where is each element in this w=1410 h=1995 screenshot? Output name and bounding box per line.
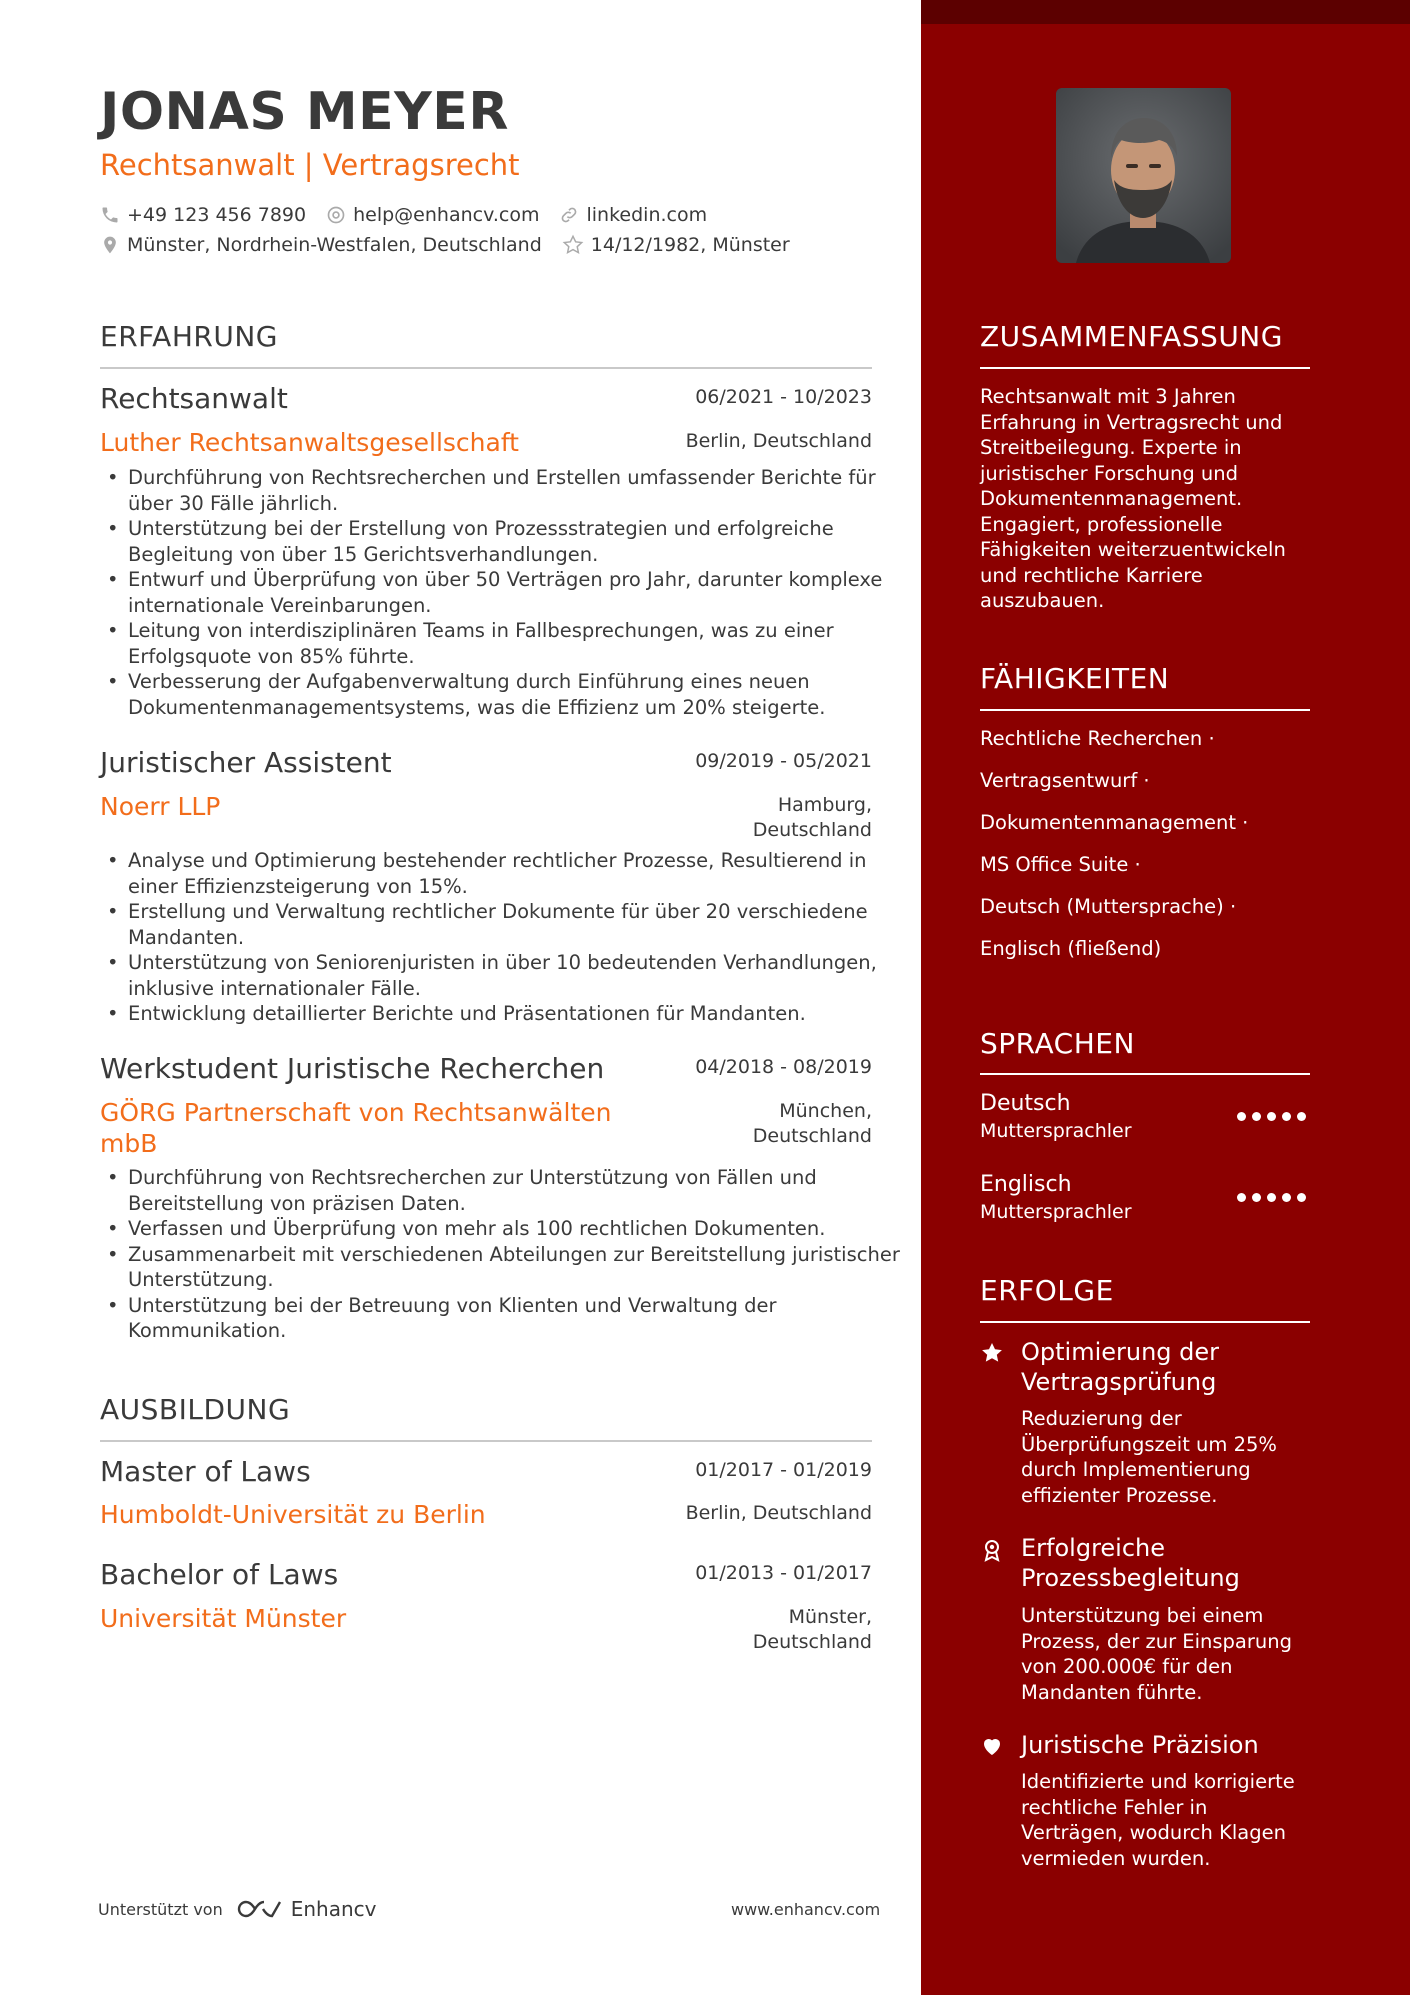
- rating-dot: [1297, 1112, 1306, 1121]
- list-item: • Analyse und Optimierung bestehender rechtlicher Prozesse, Resultierend in einer Effizienzsteigerung von 15%.: [128, 848, 900, 899]
- list-item: • Entwicklung detaillierter Berichte und Präsentationen für Mandanten.: [128, 1001, 900, 1027]
- star-icon: [980, 1341, 1004, 1365]
- phone-icon: [100, 205, 120, 225]
- candidate-name: JONAS MEYER: [100, 82, 509, 142]
- edu-1-degree: Master of Laws: [100, 1455, 311, 1488]
- job-1-company: Luther Rechtsanwaltsgesellschaft: [100, 428, 519, 457]
- enhancv-logo-icon: [235, 1897, 283, 1921]
- list-item: • Unterstützung von Seniorenjuristen in über 10 bedeutenden Verhandlungen, inklusive internationaler Fälle.: [128, 950, 900, 1001]
- job-2-company: Noerr LLP: [100, 792, 221, 821]
- edu-2-school: Universität Münster: [100, 1604, 347, 1633]
- location: Münster, Nordrhein-Westfalen, Deutschland: [100, 234, 542, 256]
- language-2-name: Englisch: [980, 1172, 1072, 1197]
- achievement-1-desc: Reduzierung der Überprüfungszeit um 25% durch Implementierung effizienter Prozesse.: [1021, 1407, 1277, 1507]
- summary-text: Rechtsanwalt mit 3 Jahren Erfahrung in Vertragsrecht und Streitbeilegung. Experte in juristischer Forschung und Dokumentenmanagement. Engagiert, professionelle Fähigkeiten weiterzuentwickeln und rechtliche Karriere auszubauen.: [980, 385, 1286, 612]
- job-2-dates: 09/2019 - 05/2021: [695, 750, 872, 772]
- skill-item: Vertragsentwurf ·: [980, 769, 1150, 792]
- rating-dot: [1267, 1112, 1276, 1121]
- experience-heading: ERFAHRUNG: [100, 320, 278, 353]
- list-item: • Unterstützung bei der Betreuung von Klienten und Verwaltung der Kommunikation.: [128, 1293, 900, 1344]
- job-2-role: Juristischer Assistent: [100, 746, 392, 779]
- education-heading: AUSBILDUNG: [100, 1393, 291, 1426]
- footer-branding: [98, 1897, 377, 1921]
- job-3-company: GÖRG Partnerschaft von Rechtsanwälten mbB: [100, 1098, 612, 1158]
- list-item: • Durchführung von Rechtsrecherchen und Erstellen umfassender Berichte für über 30 Fälle jährlich.: [128, 465, 900, 516]
- skills-heading: FÄHIGKEITEN: [980, 662, 1170, 695]
- edu-2-degree: Bachelor of Laws: [100, 1558, 339, 1591]
- sidebar-top-bar: [921, 0, 1410, 24]
- achievement-2-title: Erfolgreiche Prozessbegleitung: [1021, 1534, 1240, 1592]
- edu-2-location: Münster, Deutschland: [752, 1606, 872, 1653]
- achievement-1-title: Optimierung der Vertragsprüfung: [1021, 1338, 1220, 1396]
- rating-dot: [1252, 1193, 1261, 1202]
- language-2-rating: [1237, 1193, 1312, 1202]
- job-2-bullets: [100, 848, 900, 1027]
- edu-2-dates: 01/2013 - 01/2017: [695, 1562, 872, 1584]
- summary-divider: [980, 367, 1310, 369]
- rating-dot: [1252, 1112, 1261, 1121]
- achievements-heading: ERFOLGE: [980, 1274, 1114, 1307]
- edu-1-location: Berlin, Deutschland: [685, 1502, 872, 1524]
- powered-by-label: Unterstützt von: [98, 1899, 223, 1919]
- achievement-2-desc: Unterstützung bei einem Prozess, der zur Einsparung von 200.000€ für den Mandanten führte.: [1021, 1604, 1292, 1704]
- achievement-3-desc: Identifizierte und korrigierte rechtliche Fehler in Verträgen, wodurch Klagen vermieden wurden.: [1021, 1770, 1295, 1870]
- list-item: • Verfassen und Überprüfung von mehr als 100 rechtlichen Dokumenten.: [128, 1216, 900, 1242]
- sidebar: [921, 0, 1410, 1995]
- list-item: • Entwurf und Überprüfung von über 50 Verträgen pro Jahr, darunter komplexe internationale Vereinbarungen.: [128, 567, 900, 618]
- language-2-level: Muttersprachler: [980, 1201, 1132, 1223]
- rating-dot: [1297, 1193, 1306, 1202]
- birth-date: 14/12/1982, Münster: [562, 234, 790, 256]
- portrait-image: [1056, 88, 1231, 263]
- rating-dot: [1237, 1193, 1246, 1202]
- edu-1-dates: 01/2017 - 01/2019: [695, 1459, 872, 1481]
- language-1-level: Muttersprachler: [980, 1120, 1132, 1142]
- contact-row-1: [100, 204, 727, 226]
- achievement-3-title: Juristische Präzision: [1021, 1731, 1259, 1759]
- contact-row-2: [100, 234, 810, 256]
- list-item: • Leitung von interdisziplinären Teams in Fallbesprechungen, was zu einer Erfolgsquote von 85% führte.: [128, 618, 900, 669]
- job-1-role: Rechtsanwalt: [100, 382, 288, 415]
- rating-dot: [1237, 1112, 1246, 1121]
- rating-dot: [1267, 1193, 1276, 1202]
- enhancv-brand: Enhancv: [290, 1897, 377, 1921]
- at-icon: [326, 205, 346, 225]
- job-1-bullets: [100, 465, 900, 720]
- list-item: • Durchführung von Rechtsrecherchen zur Unterstützung von Fällen und Bereitstellung von präzisen Daten.: [128, 1165, 900, 1216]
- job-2-location: Hamburg, Deutschland: [752, 794, 872, 841]
- rating-dot: [1282, 1112, 1291, 1121]
- link-icon: [559, 205, 579, 225]
- job-3-bullets: [100, 1165, 900, 1344]
- rating-dot: [1282, 1193, 1291, 1202]
- phone: +49 123 456 7890: [100, 204, 306, 226]
- languages-heading: SPRACHEN: [980, 1027, 1135, 1060]
- location-pin-icon: [100, 235, 120, 255]
- education-divider: [100, 1440, 872, 1442]
- job-1-location: Berlin, Deutschland: [685, 430, 872, 452]
- footer-url[interactable]: www.enhancv.com: [731, 1900, 881, 1919]
- edu-1-school: Humboldt-Universität zu Berlin: [100, 1500, 486, 1529]
- list-item: • Verbesserung der Aufgabenverwaltung durch Einführung eines neuen Dokumentenmanagementsystems, was die Effizienz um 20% steigerte.: [128, 669, 900, 720]
- summary-heading: ZUSAMMENFASSUNG: [980, 320, 1283, 353]
- list-item: • Zusammenarbeit mit verschiedenen Abteilungen zur Bereitstellung juristischer Unterstützung.: [128, 1242, 900, 1293]
- website[interactable]: linkedin.com: [559, 204, 707, 226]
- skill-item: Dokumentenmanagement ·: [980, 811, 1249, 834]
- skill-item: Deutsch (Muttersprache) ·: [980, 895, 1237, 918]
- job-1-dates: 06/2021 - 10/2023: [695, 386, 872, 408]
- email[interactable]: help@enhancv.com: [326, 204, 539, 226]
- language-1-name: Deutsch: [980, 1091, 1071, 1116]
- award-icon: [980, 1538, 1004, 1562]
- job-3-role: Werkstudent Juristische Recherchen: [100, 1052, 605, 1085]
- list-item: • Unterstützung bei der Erstellung von Prozessstrategien und erfolgreiche Begleitung von über 15 Gerichtsverhandlungen.: [128, 516, 900, 567]
- job-3-dates: 04/2018 - 08/2019: [695, 1056, 872, 1078]
- heart-icon: [980, 1734, 1004, 1758]
- language-1-rating: [1237, 1112, 1312, 1121]
- experience-divider: [100, 367, 872, 369]
- languages-divider: [980, 1073, 1310, 1075]
- job-3-location: München, Deutschland: [752, 1100, 872, 1147]
- skill-item: MS Office Suite ·: [980, 853, 1141, 876]
- achievements-divider: [980, 1321, 1310, 1323]
- candidate-title: Rechtsanwalt | Vertragsrecht: [100, 148, 520, 182]
- skills-divider: [980, 709, 1310, 711]
- skill-item: Rechtliche Recherchen ·: [980, 727, 1215, 750]
- skill-item: Englisch (fließend): [980, 937, 1162, 960]
- star-outline-icon: [562, 234, 584, 256]
- list-item: • Erstellung und Verwaltung rechtlicher Dokumente für über 20 verschiedene Mandanten.: [128, 899, 900, 950]
- profile-photo: [1056, 88, 1231, 263]
